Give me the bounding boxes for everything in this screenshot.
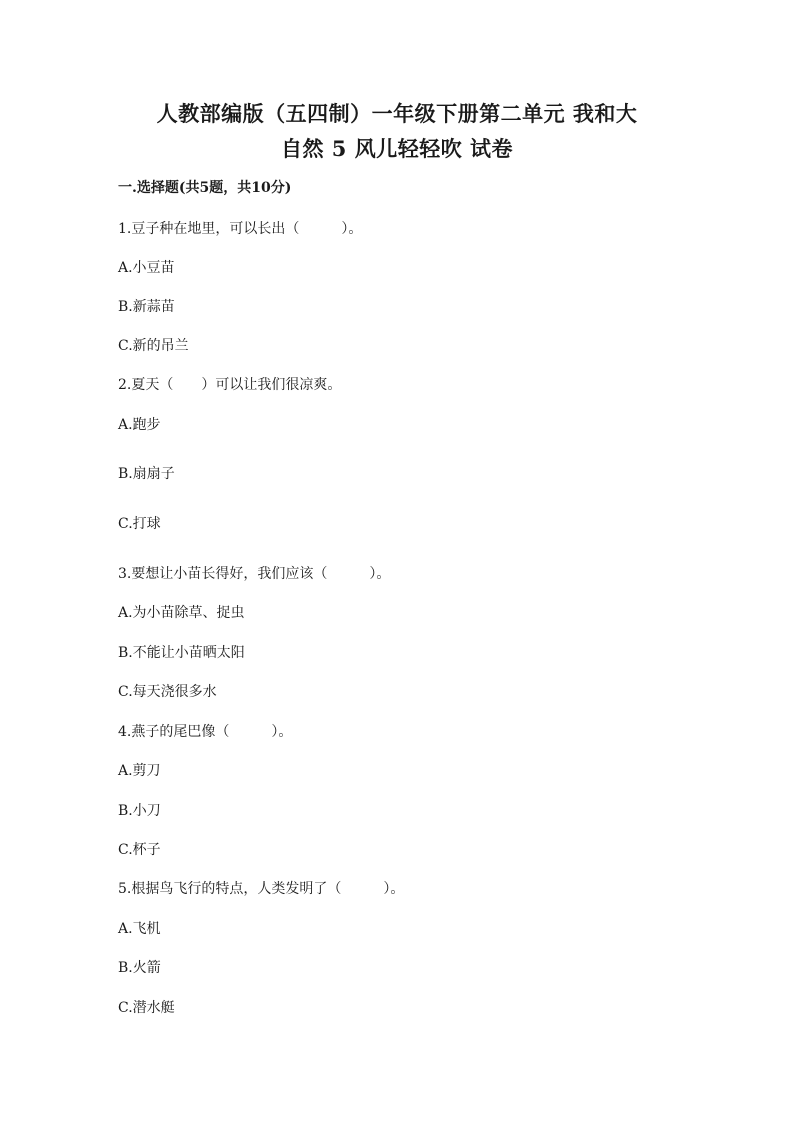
- question-4-stem: 4.燕子的尾巴像（ ）。: [118, 724, 293, 740]
- question-2-option-b: B.扇扇子: [118, 466, 175, 482]
- question-1-stem: 1.豆子种在地里，可以长出（ ）。: [118, 221, 363, 237]
- question-3-option-b: B.不能让小苗晒太阳: [118, 645, 245, 661]
- question-1-option-c: C.新的吊兰: [118, 338, 189, 354]
- question-1-option-b: B.新蒜苗: [118, 299, 175, 315]
- question-3-option-a: A.为小苗除草、捉虫: [118, 605, 245, 621]
- question-3-stem: 3.要想让小苗长得好，我们应该（ ）。: [118, 566, 391, 582]
- question-2-stem: 2.夏天（ ）可以让我们很凉爽。: [118, 377, 342, 393]
- question-4-option-c: C.杯子: [118, 842, 161, 858]
- question-1-option-a: A.小豆苗: [118, 260, 175, 276]
- question-4-option-a: A.剪刀: [118, 763, 161, 779]
- document-title-line-1: 人教部编版（五四制）一年级下册第二单元 我和大: [156, 101, 638, 126]
- section-heading: 一.选择题(共5题，共10分): [118, 180, 292, 196]
- question-5-option-b: B.火箭: [118, 960, 161, 976]
- document-title-line-2: 自然 5 风儿轻轻吹 试卷: [280, 136, 514, 161]
- question-3-option-c: C.每天浇很多水: [118, 684, 217, 700]
- question-5-option-c: C.潜水艇: [118, 1000, 175, 1016]
- question-5-stem: 5.根据鸟飞行的特点，人类发明了（ ）。: [118, 881, 405, 897]
- question-5-option-a: A.飞机: [118, 921, 161, 937]
- question-4-option-b: B.小刀: [118, 803, 161, 819]
- question-2-option-c: C.打球: [118, 516, 161, 532]
- question-2-option-a: A.跑步: [118, 417, 161, 433]
